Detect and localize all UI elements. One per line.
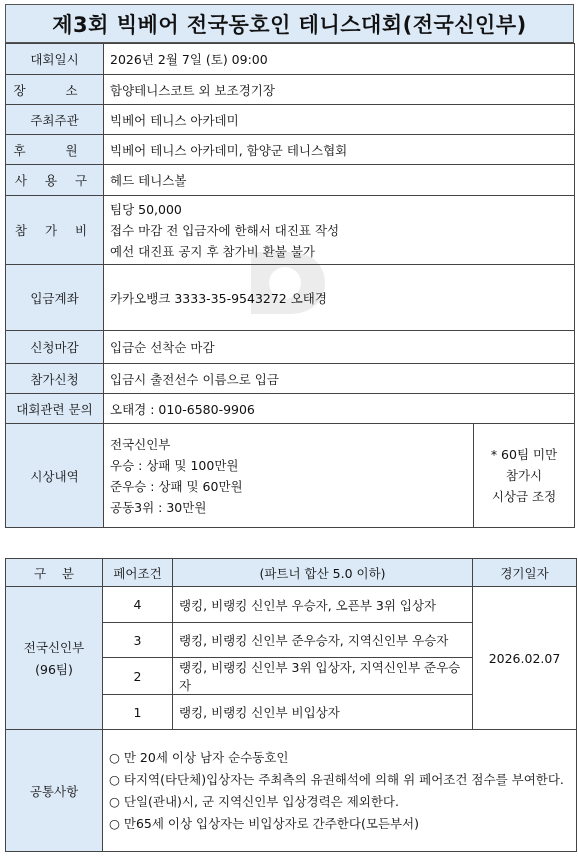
common-note: ○ 타지역(타단체)입상자는 주최측의 유권해석에 의해 위 페어조건 점수를 부여한다. bbox=[109, 771, 564, 787]
common-note: ○ 단일(관내)시, 군 지역신인부 입상경력은 제외한다. bbox=[109, 793, 399, 809]
info-label: 대회일시 bbox=[6, 44, 104, 75]
prize-line: 우승 : 상패 및 100만원 bbox=[110, 457, 239, 473]
page-title: 제3회 빅베어 전국동호인 테니스대회(전국신인부) bbox=[5, 4, 574, 43]
info-row-sponsor bbox=[6, 135, 575, 165]
match-date: 2026.02.07 bbox=[473, 587, 577, 730]
condition-score: 4 bbox=[103, 587, 173, 623]
info-row-ball bbox=[6, 165, 575, 196]
info-label: 신청마감 bbox=[6, 331, 104, 364]
info-label: 후 원 bbox=[6, 135, 104, 165]
common-label: 공통사항 bbox=[6, 730, 103, 852]
info-row-apply bbox=[6, 364, 575, 394]
condition-text: 랭킹, 비랭킹 신인부 3위 입상자, 지역신인부 준우승자 bbox=[173, 658, 473, 695]
common-note: ○ 만65세 이상 입상자는 비입상자로 간주한다(모든부서) bbox=[109, 815, 420, 831]
info-row-fee bbox=[6, 196, 575, 265]
info-value: 빅베어 테니스 아카데미, 함양군 테니스협회 bbox=[104, 135, 575, 165]
prize-line: 준우승 : 상패 및 60만원 bbox=[110, 478, 243, 494]
prize-note: * 60팀 미만 참가시 시상금 조정 bbox=[474, 424, 575, 528]
condition-score: 1 bbox=[103, 695, 173, 730]
prize-details bbox=[104, 424, 474, 528]
info-label: 대회관련 문의 bbox=[6, 394, 104, 424]
prize-line: 전국신인부 bbox=[110, 436, 171, 452]
condition-score: 2 bbox=[103, 658, 173, 695]
info-label: 사 용 구 bbox=[6, 165, 104, 196]
info-value: 함양테니스코트 외 보조경기장 bbox=[104, 75, 575, 105]
header-partner-sum: (파트너 합산 5.0 이하) bbox=[173, 559, 473, 587]
info-row-prize bbox=[6, 424, 575, 528]
info-row-account bbox=[6, 265, 575, 331]
info-row-deadline bbox=[6, 331, 575, 364]
info-value: 오태경 : 010-6580-9906 bbox=[104, 394, 575, 424]
info-value: 입금순 선착순 마감 bbox=[104, 331, 575, 364]
info-value bbox=[104, 196, 575, 265]
info-value: 카카오뱅크 3333-35-9543272 오태경 bbox=[104, 265, 575, 331]
common-notes bbox=[103, 730, 577, 852]
info-label: 주최주관 bbox=[6, 105, 104, 135]
info-label: 참가신청 bbox=[6, 364, 104, 394]
fee-line: 예선 대진표 공지 후 참가비 환불 불가 bbox=[110, 243, 315, 259]
fee-line: 팀당 50,000 bbox=[110, 201, 182, 217]
info-row-date bbox=[6, 44, 575, 75]
info-value: 입금시 출전선수 이름으로 입금 bbox=[104, 364, 575, 394]
condition-text: 랭킹, 비랭킹 신인부 비입상자 bbox=[173, 695, 473, 730]
info-row-venue bbox=[6, 75, 575, 105]
division-name: 전국신인부 (96팀) bbox=[6, 587, 103, 730]
division-header-row bbox=[6, 559, 577, 587]
header-pair-condition: 페어조건 bbox=[103, 559, 173, 587]
condition-score: 3 bbox=[103, 623, 173, 658]
header-division: 구 분 bbox=[6, 559, 103, 587]
info-table bbox=[5, 43, 575, 528]
condition-text: 랭킹, 비랭킹 신인부 우승자, 오픈부 3위 입상자 bbox=[173, 587, 473, 623]
info-label: 참 가 비 bbox=[6, 196, 104, 265]
prize-line: 공동3위 : 30만원 bbox=[110, 499, 207, 515]
info-value: 헤드 테니스볼 bbox=[104, 165, 575, 196]
info-label: 시상내역 bbox=[6, 424, 104, 528]
info-label: 장 소 bbox=[6, 75, 104, 105]
info-value: 빅베어 테니스 아카데미 bbox=[104, 105, 575, 135]
header-match-date: 경기일자 bbox=[473, 559, 577, 587]
fee-line: 접수 마감 전 입금자에 한해서 대진표 작성 bbox=[110, 222, 340, 238]
condition-row bbox=[6, 587, 577, 623]
common-row bbox=[6, 730, 577, 852]
info-value: 2026년 2월 7일 (토) 09:00 bbox=[104, 44, 575, 75]
common-note: ○ 만 20세 이상 남자 순수동호인 bbox=[109, 749, 289, 765]
division-table bbox=[5, 558, 577, 852]
condition-text: 랭킹, 비랭킹 신인부 준우승자, 지역신인부 우승자 bbox=[173, 623, 473, 658]
info-row-host bbox=[6, 105, 575, 135]
info-row-contact bbox=[6, 394, 575, 424]
info-label: 입금계좌 bbox=[6, 265, 104, 331]
